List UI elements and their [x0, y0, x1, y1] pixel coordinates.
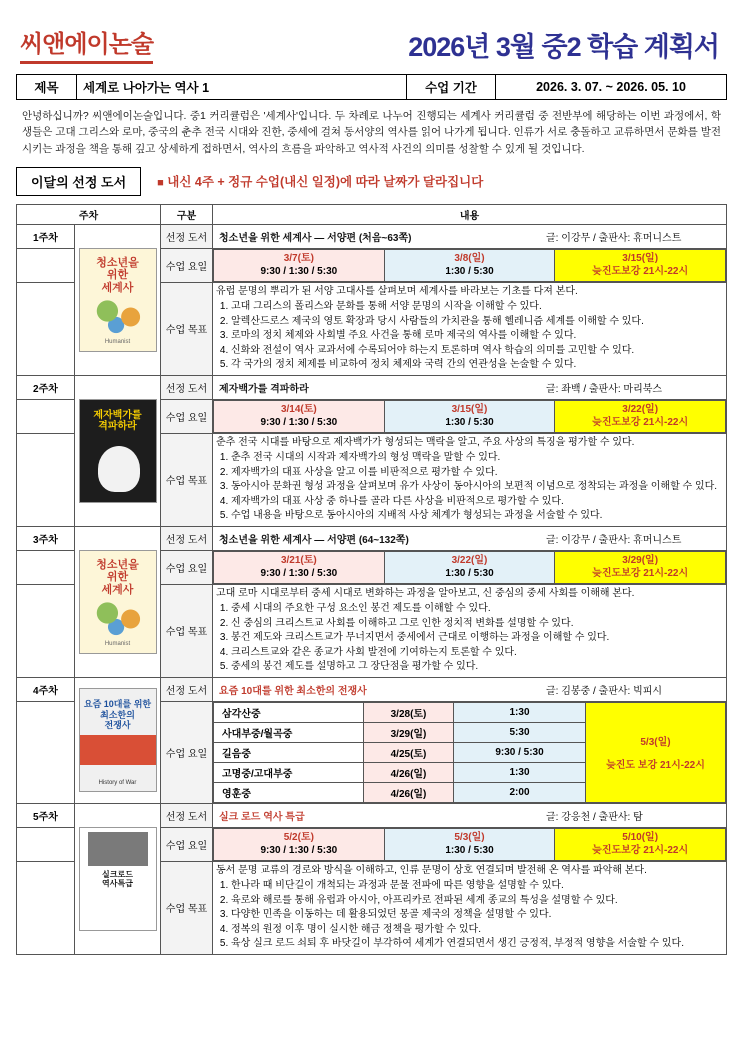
school-name: 삼각산중 — [214, 702, 364, 722]
goal-item: 5. 육상 실크 로드 쇠퇴 후 바닷길이 부각하여 세계가 연결되면서 생긴 긍정적, 부정적 영향을 서술할 수 있다. — [231, 937, 723, 952]
row-label-book: 선정 도서 — [161, 526, 213, 550]
plan-table — [16, 204, 727, 955]
schedule-cell — [214, 400, 385, 432]
schedule-cell — [214, 551, 385, 583]
book-title: 제자백가를 격파하라 — [219, 383, 309, 395]
schedule-time: 2:00 — [454, 782, 586, 802]
title-value: 세계로 나아가는 역사 1 — [83, 81, 210, 95]
book-cover-image: 청소년을 위한 세계사 Humanist — [79, 550, 157, 654]
goal-item: 5. 중세의 봉건 제도를 설명하고 그 장단점을 평가할 수 있다. — [231, 660, 723, 675]
week-spacer — [17, 248, 75, 282]
week-label: 1주차 — [17, 224, 75, 248]
goal-list — [216, 300, 723, 373]
goal-item: 3. 동아시아 문화권 형성 과정을 살펴보며 유가 사상이 동아시아의 보편적 이념으로 정착되는 과정을 이해할 수 있다. — [231, 480, 723, 495]
schedule-row — [214, 702, 726, 722]
bullet-square-icon: ■ — [157, 177, 164, 190]
document-header — [16, 18, 727, 74]
book-cover-image: 제자백가를 격파하라 — [79, 399, 157, 503]
schedule-time: 늦진도보강 21시-22시 — [592, 568, 689, 580]
goal-item: 1. 고대 그리스의 폴리스와 문화를 통해 서양 문명의 시작을 이해할 수 있다. — [231, 300, 723, 315]
schedule-time: 늦진도보강 21시-22시 — [592, 417, 689, 429]
section-title: 이달의 선정 도서 — [16, 167, 141, 196]
schedule-cell — [555, 551, 726, 583]
schedule-time: 늦진도보강 21시-22시 — [592, 266, 689, 278]
book-meta: 글: 이강무 / 출판사: 휴머니스트 — [546, 534, 682, 546]
school-name: 길음중 — [214, 742, 364, 762]
book-cover-cell — [75, 224, 161, 375]
book-cover-cell — [75, 375, 161, 526]
goal-item: 3. 다양한 민족을 이동하는 데 활용되었던 몽골 제국의 정책을 설명할 수 있다. — [231, 908, 723, 923]
school-name: 영훈중 — [214, 782, 364, 802]
goal-cell — [213, 861, 727, 954]
schedule-date: 3/29(일) — [622, 554, 659, 566]
schedule-date: 3/8(일) — [454, 252, 485, 264]
schedule-time: 1:30 — [454, 702, 586, 722]
schedule-cell — [555, 828, 726, 860]
schedule-cell-wrap — [213, 550, 727, 584]
table-row — [17, 677, 727, 701]
schedule-date: 4/26(일) — [364, 762, 454, 782]
week-spacer — [17, 861, 75, 954]
schedule-cell — [384, 400, 555, 432]
section-bar — [16, 167, 727, 196]
schedule-time: 9:30 / 5:30 — [454, 742, 586, 762]
goal-list — [216, 451, 723, 524]
book-meta: 글: 김봉중 / 출판사: 빅피시 — [546, 685, 663, 697]
book-cover-image: 실크로드 역사특급 — [79, 827, 157, 931]
goal-item: 1. 춘추 전국 시대의 시작과 제자백가의 형성 맥락을 말할 수 있다. — [231, 451, 723, 466]
book-cover-image: 요즘 10대를 위한 최소한의 전쟁사 History of War — [79, 688, 157, 792]
book-title: 실크 로드 역사 특급 — [219, 811, 305, 823]
goal-list — [216, 602, 723, 675]
book-cover-cell — [75, 526, 161, 677]
makeup-cell — [586, 702, 726, 802]
schedule-cell-wrap — [213, 827, 727, 861]
goal-item: 1. 중세 시대의 주요한 구성 요소인 봉건 제도를 이해할 수 있다. — [231, 602, 723, 617]
section-note-text: 내신 4주 + 정규 수업(내신 일정)에 따라 날짜가 달라집니다 — [167, 175, 484, 190]
book-cover-image: 청소년을 위한 세계사 Humanist — [79, 248, 157, 352]
week-spacer — [17, 399, 75, 433]
goal-item: 5. 수업 내용을 바탕으로 동아시아의 지배적 사상 체계가 형성되는 과정을 서술할 수 있다. — [231, 509, 723, 524]
row-label-goal: 수업 목표 — [161, 282, 213, 375]
schedule-time: 1:30 / 5:30 — [445, 568, 494, 580]
schedule-table — [213, 828, 726, 861]
schedule-table — [213, 551, 726, 584]
goal-item: 4. 크리스트교와 같은 종교가 사회 발전에 기여하는지 토론할 수 있다. — [231, 646, 723, 661]
schedule-time: 5:30 — [454, 722, 586, 742]
schedule-cell — [214, 249, 385, 281]
schedule-date: 3/15(일) — [451, 403, 488, 415]
schedule-date: 5/10(일) — [622, 831, 659, 843]
schedule-cell — [384, 249, 555, 281]
makeup-date: 5/3(일) — [640, 737, 671, 749]
brand-logo: 씨앤에이논술 — [20, 24, 153, 64]
row-label-class-day: 수업 요일 — [161, 248, 213, 282]
book-title: 요즘 10대를 위한 최소한의 전쟁사 — [219, 685, 367, 697]
goal-cell — [213, 584, 727, 677]
goal-item: 4. 신화와 전설이 역사 교과서에 수록되어야 하는지 토론하며 역사 학습의 의미를 고민할 수 있다. — [231, 344, 723, 359]
goal-item: 4. 정복의 원정 이후 명이 실시한 해금 정책을 평가할 수 있다. — [231, 923, 723, 938]
book-meta: 글: 강응천 / 출판사: 탐 — [546, 811, 643, 823]
week-label: 2주차 — [17, 375, 75, 399]
schedule-cell — [384, 828, 555, 860]
row-label-book: 선정 도서 — [161, 375, 213, 399]
makeup-note: 늦진도 보강 21시-22시 — [606, 760, 705, 772]
schedule-time: 9:30 / 1:30 / 5:30 — [260, 568, 338, 580]
goal-item: 2. 육로와 해로를 통해 유럽과 아시아, 아프리카로 전파된 세계 종교의 특성을 설명할 수 있다. — [231, 894, 723, 909]
schedule-cell-wrap — [213, 701, 727, 803]
period-label: 수업 기간 — [406, 75, 496, 99]
schedule-table — [213, 702, 726, 803]
header-week: 주차 — [17, 204, 161, 224]
week-label: 4주차 — [17, 677, 75, 701]
week-label: 5주차 — [17, 803, 75, 827]
book-meta: 글: 좌백 / 출판사: 마리북스 — [546, 383, 663, 395]
goal-item: 1. 한나라 때 비단길이 개척되는 과정과 문물 전파에 따른 영향을 설명할 수 있다. — [231, 879, 723, 894]
row-label-book: 선정 도서 — [161, 224, 213, 248]
goal-lead: 고대 로마 시대로부터 중세 시대로 변화하는 과정을 알아보고, 신 중심의 중세 사회를 이해해 본다. — [216, 587, 635, 599]
title-label: 제목 — [17, 75, 77, 99]
school-name: 고명중/고대부중 — [214, 762, 364, 782]
school-name: 사대부중/월곡중 — [214, 722, 364, 742]
table-row — [17, 224, 727, 248]
goal-lead: 동서 문명 교류의 경로와 방식을 이해하고, 인류 문명이 상호 연결되며 발전해 온 역사를 파악해 본다. — [216, 864, 647, 876]
week-spacer — [17, 282, 75, 375]
schedule-time: 9:30 / 1:30 / 5:30 — [260, 266, 338, 278]
week-label: 3주차 — [17, 526, 75, 550]
goal-lead: 유럽 문명의 뿌리가 된 서양 고대사를 살펴보며 세계사를 바라보는 기초를 다져 본다. — [216, 285, 578, 297]
schedule-date: 3/21(토) — [280, 554, 317, 566]
schedule-time: 1:30 / 5:30 — [445, 845, 494, 857]
week-spacer — [17, 827, 75, 861]
book-title: 청소년을 위한 세계사 — 서양편 (처음~63쪽) — [219, 232, 412, 244]
goal-cell — [213, 282, 727, 375]
row-label-class-day: 수업 요일 — [161, 827, 213, 861]
schedule-table — [213, 400, 726, 433]
schedule-cell — [555, 249, 726, 281]
schedule-time: 늦진도보강 21시-22시 — [592, 845, 689, 857]
book-info-cell — [213, 224, 727, 248]
intro-paragraph: 안녕하십니까? 씨앤에이논술입니다. 중1 커리큘럼은 '세계사'입니다. 두 차례로 나누어 진행되는 세계사 커리큘럼 중 전반부에 해당하는 이번 과정에서, 학생들은 고대 그리스와 로마, 중국의 춘추 전국 시대와 진한, 중세에 걸쳐 동서양의 역사를 읽어 나가게 됩니다. 인류가 서로 충돌하고 교류하면서 문화를 발전시키는 과정을 책을 통해 깊고 상세하게 접하면서, 역사의 흐름을 파악하고 역사적 사건의 의미를 성찰할 수 있게 될 것입니다. — [22, 110, 721, 155]
row-label-class-day: 수업 요일 — [161, 550, 213, 584]
schedule-table — [213, 249, 726, 282]
book-meta: 글: 이강무 / 출판사: 휴머니스트 — [546, 232, 682, 244]
schedule-date: 5/3(일) — [454, 831, 485, 843]
schedule-date: 3/14(토) — [280, 403, 317, 415]
goal-item: 2. 제자백가의 대표 사상을 알고 이를 비판적으로 평가할 수 있다. — [231, 466, 723, 481]
schedule-time: 9:30 / 1:30 / 5:30 — [260, 417, 338, 429]
week-spacer — [17, 701, 75, 803]
row-label-book: 선정 도서 — [161, 803, 213, 827]
schedule-date: 4/26(일) — [364, 782, 454, 802]
book-info-cell — [213, 375, 727, 399]
header-kind: 구분 — [161, 204, 213, 224]
schedule-cell — [214, 828, 385, 860]
schedule-cell — [555, 400, 726, 432]
schedule-date: 4/25(토) — [364, 742, 454, 762]
section-note — [157, 172, 483, 190]
schedule-cell-wrap — [213, 248, 727, 282]
week-spacer — [17, 433, 75, 526]
schedule-cell-wrap — [213, 399, 727, 433]
table-row — [17, 375, 727, 399]
goal-item: 4. 제자백가의 대표 사상 중 하나를 골라 다른 사상을 비판적으로 평가할 수 있다. — [231, 495, 723, 510]
schedule-date: 3/22(일) — [451, 554, 488, 566]
book-cover-cell — [75, 677, 161, 803]
goal-list — [216, 879, 723, 952]
week-spacer — [17, 584, 75, 677]
goal-item: 2. 신 중심의 크리스트교 사회를 이해하고 그로 인한 정치적 변화를 설명할 수 있다. — [231, 617, 723, 632]
schedule-date: 3/28(토) — [364, 702, 454, 722]
goal-item: 3. 로마의 정치 체제와 사회별 주요 사건을 통해 로마 제국의 역사를 이해할 수 있다. — [231, 329, 723, 344]
header-content: 내용 — [213, 204, 727, 224]
schedule-date: 3/7(토) — [283, 252, 314, 264]
book-info-cell — [213, 526, 727, 550]
page-title: 2026년 3월 중2 학습 계획서 — [408, 31, 719, 62]
week-spacer — [17, 550, 75, 584]
book-cover-cell — [75, 803, 161, 954]
schedule-date: 3/15(일) — [622, 252, 659, 264]
schedule-date: 5/2(토) — [283, 831, 314, 843]
table-header-row — [17, 204, 727, 224]
goal-cell — [213, 433, 727, 526]
book-title: 청소년을 위한 세계사 — 서양편 (64~132쪽) — [219, 534, 409, 546]
goal-item: 5. 각 국가의 정치 체제를 비교하여 정치 체제와 국력 간의 연관성을 논술할 수 있다. — [231, 358, 723, 373]
row-label-class-day: 수업 요일 — [161, 701, 213, 803]
schedule-cell — [384, 551, 555, 583]
goal-lead: 춘추 전국 시대를 바탕으로 제자백가가 형성되는 맥락을 알고, 주요 사상의 특징을 평가할 수 있다. — [216, 436, 635, 448]
row-label-goal: 수업 목표 — [161, 584, 213, 677]
schedule-date: 3/29(일) — [364, 722, 454, 742]
table-row — [17, 803, 727, 827]
table-row — [17, 526, 727, 550]
row-label-class-day: 수업 요일 — [161, 399, 213, 433]
schedule-time: 1:30 — [454, 762, 586, 782]
book-info-cell — [213, 803, 727, 827]
schedule-time: 1:30 / 5:30 — [445, 266, 494, 278]
goal-item: 2. 알렉산드로스 제국의 영토 확장과 당시 사람들의 가치관을 통해 헬레니즘 세계를 이해할 수 있다. — [231, 315, 723, 330]
schedule-time: 9:30 / 1:30 / 5:30 — [260, 845, 338, 857]
row-label-goal: 수업 목표 — [161, 433, 213, 526]
schedule-date: 3/22(일) — [622, 403, 659, 415]
period-value: 2026. 3. 07. ~ 2026. 05. 10 — [536, 80, 686, 94]
row-label-goal: 수업 목표 — [161, 861, 213, 954]
title-row — [16, 74, 727, 100]
schedule-time: 1:30 / 5:30 — [445, 417, 494, 429]
goal-item: 3. 봉건 제도와 크리스트교가 무너지면서 중세에서 근대로 이행하는 과정을 이해할 수 있다. — [231, 631, 723, 646]
book-info-cell — [213, 677, 727, 701]
row-label-book: 선정 도서 — [161, 677, 213, 701]
